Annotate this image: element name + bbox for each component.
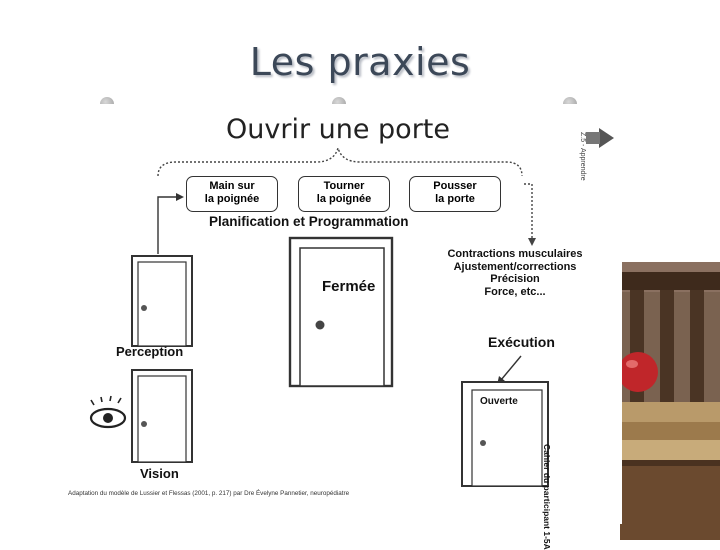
perception-door xyxy=(132,256,192,346)
perception-label: Perception xyxy=(116,344,184,359)
action-box-turn xyxy=(298,176,390,212)
execution-details xyxy=(428,248,602,298)
eye-icon xyxy=(91,396,125,427)
diagram-heading: Ouvrir une porte xyxy=(226,114,451,145)
execution-detail-item: Force, etc... xyxy=(484,285,546,298)
action-line2: la porte xyxy=(435,193,475,205)
closed-door-label: Fermée xyxy=(322,278,376,295)
action-line1: Tourner xyxy=(323,180,365,192)
vision-door xyxy=(132,370,192,462)
arrow-execution-to-door xyxy=(501,356,521,380)
open-door-label: Ouverte xyxy=(480,396,518,407)
brace-dotted xyxy=(158,148,522,176)
corner-note: Z.5 - Apprendre xyxy=(579,132,586,181)
execution-detail-item: Ajustement/corrections xyxy=(453,260,577,273)
arrow-dotted-to-execution xyxy=(524,184,532,239)
action-line2: la poignée xyxy=(204,193,260,205)
decorative-photo xyxy=(620,262,720,540)
execution-detail-item: Précision xyxy=(490,273,540,285)
vision-label: Vision xyxy=(140,466,179,481)
side-note: Cahier du participant 1-5A xyxy=(542,444,552,550)
closed-door xyxy=(290,238,392,386)
action-box-hand xyxy=(186,176,278,212)
planning-label: Planification et Programmation xyxy=(209,214,409,229)
slide-title: Les praxies xyxy=(249,40,471,84)
diagram-scan xyxy=(66,104,622,550)
action-line2: la poignée xyxy=(316,193,372,205)
execution-label: Exécution xyxy=(488,334,555,350)
attribution: Adaptation du modèle de Lussier et Flessas (2001, p. 217) par Dre Évelyne Pannetier, neuropédiatre xyxy=(68,490,350,497)
action-box-push xyxy=(409,176,501,212)
arrow-perception-to-action xyxy=(158,197,178,254)
pencil-icon xyxy=(586,128,614,148)
execution-detail-item: Contractions musculaires xyxy=(447,248,583,260)
action-line1: Pousser xyxy=(433,180,477,192)
action-line1: Main sur xyxy=(209,180,255,192)
